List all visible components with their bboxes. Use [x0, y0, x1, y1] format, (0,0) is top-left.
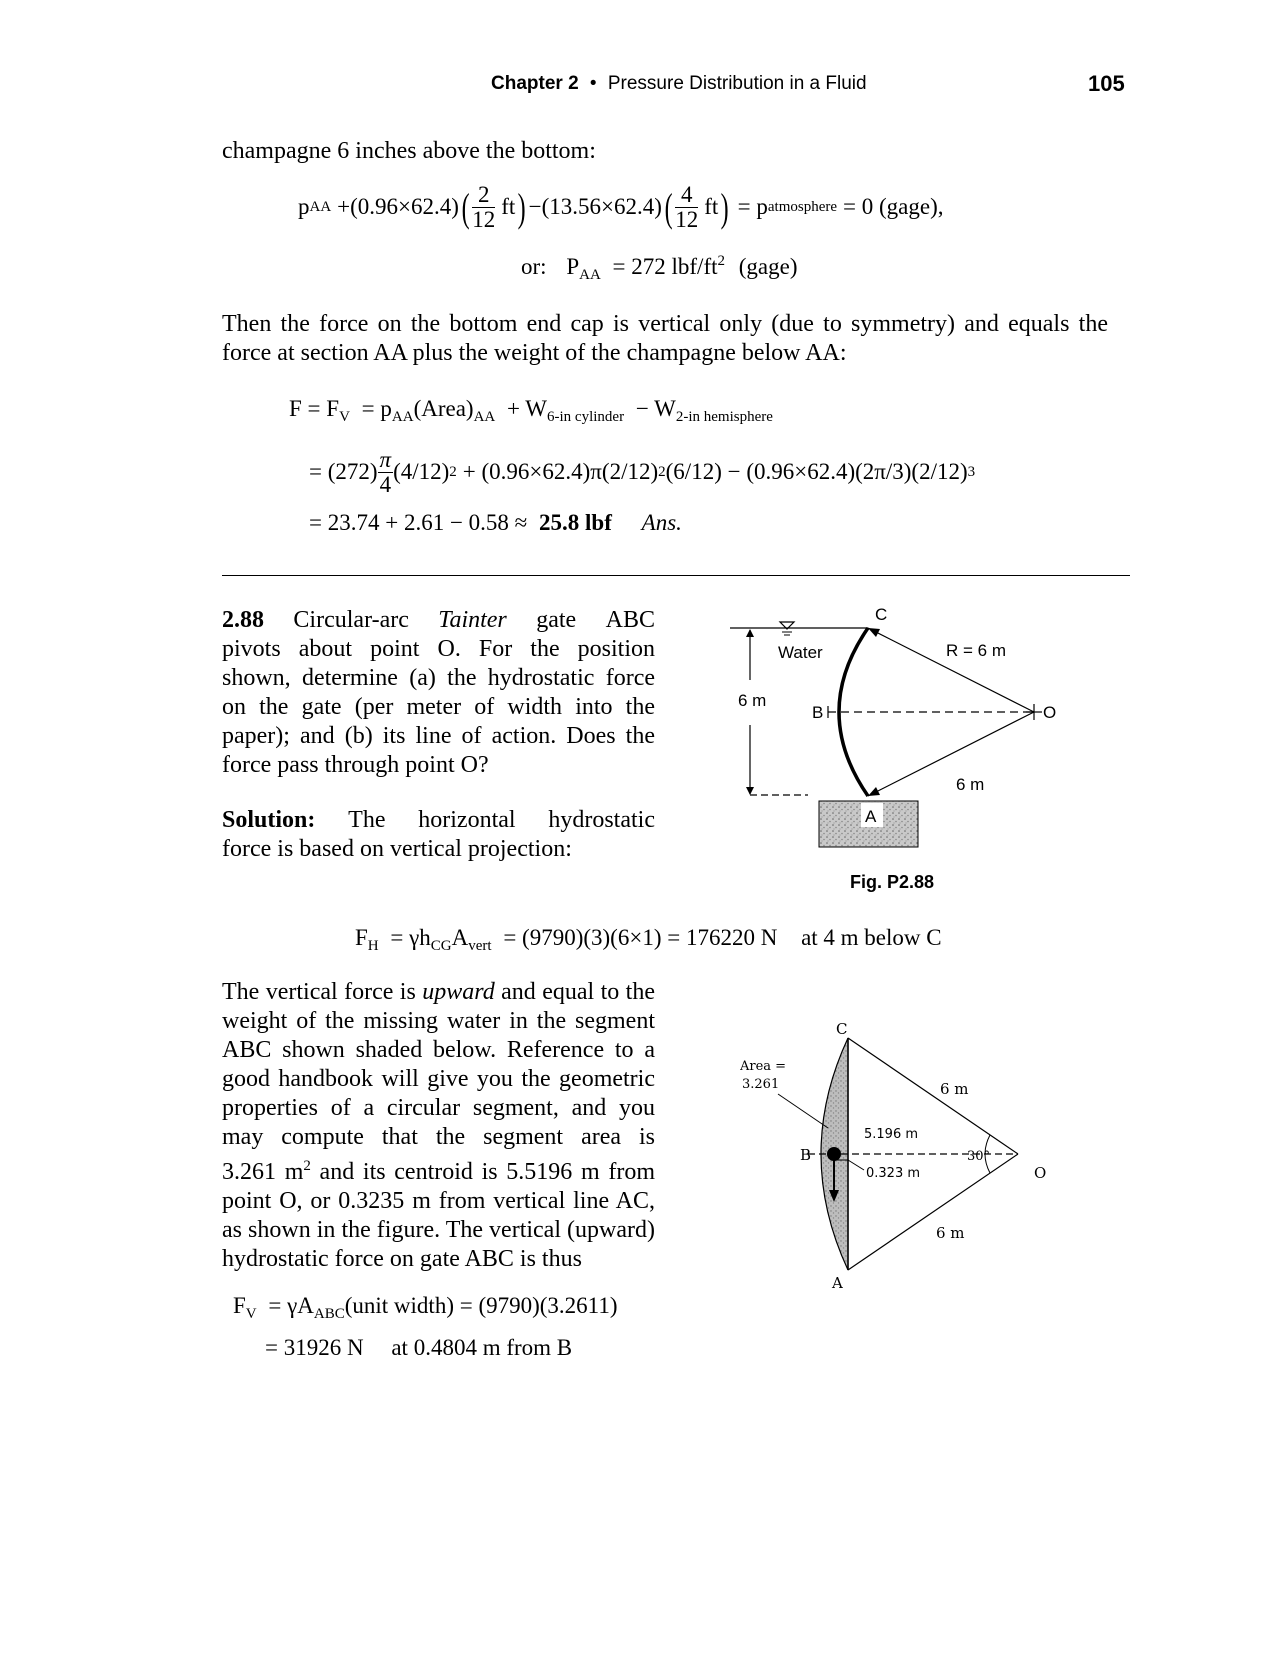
- radius-oa: [868, 712, 1034, 796]
- pivot-o-icon: [1026, 704, 1042, 720]
- fraction-pi-4: $\frac{\pi}{4}$: [379, 446, 392, 497]
- answer-value: 25.8 lbf: [539, 510, 612, 535]
- water-label: Water: [778, 643, 823, 662]
- point-c-label: C: [836, 1020, 848, 1038]
- solution-label: Solution:: [222, 807, 316, 833]
- equation-pressure-balance: p AA +(0.96×62.4) ( $\frac{2}{12}$ ft ) −(13.56×62.4) ( $\frac{4}{12}$ ft ) = p atmosphere = 0 (gage),: [298, 181, 944, 232]
- figure-circular-segment: [740, 1020, 1070, 1290]
- equation-force-answer: = 23.74 + 2.61 − 0.58 ≈ 25.8 lbf Ans.: [309, 510, 682, 535]
- lower-radius-label: 6 m: [936, 1224, 965, 1242]
- intro-text: champagne 6 inches above the bottom:: [222, 138, 596, 164]
- arrow-c-icon: [868, 628, 880, 637]
- point-o-label: O: [1034, 1164, 1047, 1182]
- upper-radius-label: 6 m: [940, 1080, 969, 1098]
- problem-statement: 2.88 Circular-arc Tainter gate ABC pivots about point O. For the position shown, determine (a) the hydrostatic force on the gate (per meter of width into the paper); and (b) its line of action. Does the force pass through point O? Solution: The horizontal hydrostatic force is based on vertical projection:: [222, 607, 655, 862]
- equation-force-numeric: = (272) $\frac{\pi}{4}$ (4/12) 2 + (0.96×62.4)π(2/12) 2 (6/12) − (0.96×62.4)(2π/3)(2/12) 3: [309, 446, 976, 497]
- page-header: [0, 73, 1280, 103]
- figure-caption: Fig. P2.88: [850, 872, 935, 892]
- page-number: 105: [1088, 71, 1125, 96]
- chapter-label: Chapter 2: [491, 73, 579, 94]
- centroid-distance-label: 5.196 m: [864, 1127, 919, 1142]
- area-label-line1: Area =: [740, 1059, 787, 1074]
- radius-label: R = 6 m: [946, 641, 1006, 660]
- equation-vertical-force: $F_V$ = $\gamma A_{ABC}(unit$ width) = (9790)(3.2611): [233, 1293, 618, 1322]
- fraction-4-12: $\frac{4}{12}$: [675, 181, 699, 232]
- paragraph-end-cap-force: Then the force on the bottom end cap is vertical only (due to symmetry) and equals the force at section AA plus the weight of the champagne below AA:: [222, 311, 1108, 366]
- fraction-2-12: $\frac{2}{12}$: [472, 181, 496, 232]
- equation-paa-result: or: $P_{AA} = 272$ lbf/$ft^2$ (gage): [521, 253, 798, 283]
- point-b-label: B: [800, 1146, 812, 1164]
- bullet: •: [589, 73, 597, 94]
- point-c-label: C: [875, 605, 888, 624]
- depth-label: 6 m: [738, 691, 767, 710]
- chapter-title: Pressure Distribution in a Fluid: [607, 73, 867, 94]
- area-label-line2: 3.261: [742, 1077, 780, 1092]
- point-a-label: A: [865, 807, 877, 826]
- figure-p2-88: [700, 590, 1120, 900]
- problem-number: 2.88: [222, 607, 264, 633]
- equation-vertical-force-result: = 31926 N at 0.4804 m from B: [265, 1335, 573, 1360]
- equation-force-definition: $F = F_V$ = $p_{AA}(Area)_{AA} + W_{6-in cylinder} - W_{2-in hemisphere}$: [289, 396, 773, 425]
- point-b-label: B: [812, 703, 824, 722]
- area-leader-line: [778, 1094, 828, 1128]
- point-o-label: O: [1043, 703, 1057, 722]
- arrow-a-icon: [868, 787, 880, 796]
- paragraph-vertical-force: The vertical force is upward and equal to the weight of the missing water in the segment ABC shown shaded below. Reference to a good handbook will give you the geometric properties of a circular segment, and you may compute that the segment area is 3.261 $m^2$ and its centroid is 5.5196 m from point O, or 0.3235 m from vertical line AC, as shown in the figure. The vertical (upward) hydrostatic force on gate ABC is thus: [222, 979, 655, 1272]
- section-divider: [222, 575, 1130, 576]
- equation-horizontal-force: $F_H = \gamma h_{CG}A_{vert} = (9790)(3)(6\times 1) = 176220$ N at 4 m below C: [355, 925, 942, 954]
- angle-label: 30°: [967, 1149, 991, 1164]
- point-a-label: A: [832, 1274, 843, 1290]
- lower-radius-label: 6 m: [956, 775, 985, 794]
- offset-label: 0.323 m: [866, 1166, 921, 1181]
- running-title: [491, 73, 867, 95]
